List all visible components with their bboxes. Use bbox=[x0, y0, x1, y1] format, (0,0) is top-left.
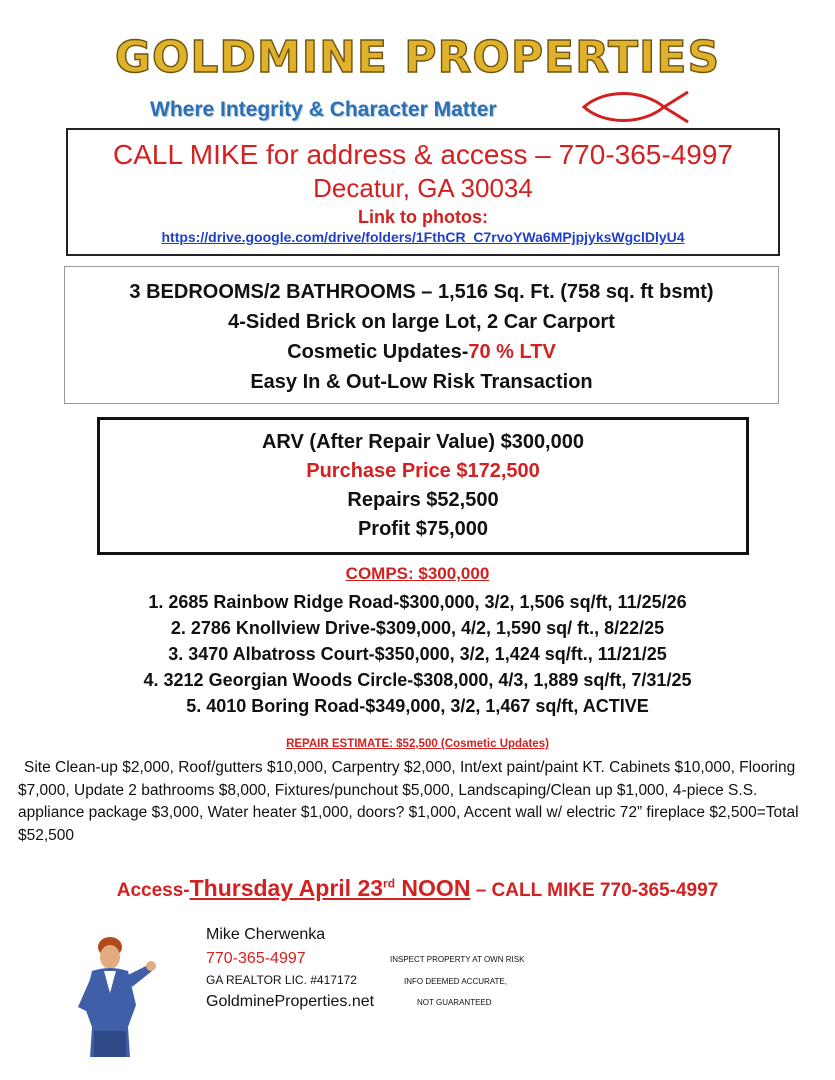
call-line: CALL MIKE for address & access – 770-365-4997 bbox=[113, 139, 733, 170]
contact-box bbox=[66, 128, 780, 256]
features-line-ltv bbox=[65, 337, 778, 367]
comp-item: 2. 2786 Knollview Drive-$309,000, 4/2, 1,590 sq/ ft., 8/22/25 bbox=[170, 618, 665, 638]
agent-website[interactable]: GoldmineProperties.net bbox=[206, 993, 375, 1010]
photos-label: Link to photos: bbox=[358, 207, 488, 227]
disclaimer-risk: INSPECT PROPERTY AT OWN RISK bbox=[390, 955, 525, 964]
ltv-prefix: Cosmetic Updates- bbox=[287, 341, 469, 363]
comps-title: COMPS: $300,000 bbox=[345, 564, 490, 583]
access-day-suffix: rd bbox=[383, 876, 396, 891]
disclaimer-guarantee: NOT GUARANTEED bbox=[417, 998, 492, 1007]
repair-estimate-title: REPAIR ESTIMATE: $52,500 (Cosmetic Updates) bbox=[286, 738, 549, 750]
features-line-brick: 4-Sided Brick on large Lot, 2 Car Carport bbox=[228, 311, 615, 333]
comp-item: 1. 2685 Rainbow Ridge Road-$300,000, 3/2, 1,506 sq/ft, 11/25/26 bbox=[148, 592, 687, 612]
purchase-price-line: Purchase Price $172,500 bbox=[306, 460, 540, 482]
access-time: NOON bbox=[395, 875, 471, 901]
features-line-bedrooms: 3 BEDROOMS/2 BATHROOMS – 1,516 Sq. Ft. (758 sq. ft bsmt) bbox=[129, 281, 714, 303]
photos-link[interactable]: https://drive.google.com/drive/folders/1FthCR_C7rvoYWa6MPjpjyksWgclDlyU4 bbox=[161, 229, 685, 245]
agent-license: GA REALTOR LIC. #417172 bbox=[206, 973, 357, 987]
access-suffix: – CALL MIKE 770-365-4997 bbox=[470, 880, 719, 901]
comps-list bbox=[0, 589, 835, 719]
disclaimer-accuracy: INFO DEEMED ACCURATE, bbox=[404, 977, 507, 986]
deal-box bbox=[97, 417, 749, 555]
features-line-transaction: Easy In & Out-Low Risk Transaction bbox=[250, 371, 593, 393]
access-prefix: Access- bbox=[116, 880, 190, 901]
agent-photo bbox=[66, 935, 160, 1057]
access-day: Thursday April 23 bbox=[189, 875, 384, 901]
agent-phone: 770-365-4997 bbox=[206, 950, 306, 967]
fish-icon bbox=[580, 88, 692, 126]
city-line: Decatur, GA 30034 bbox=[313, 173, 533, 203]
repairs-line: Repairs $52,500 bbox=[347, 489, 499, 511]
brand-logo-text: GOLDMINE PROPERTIES bbox=[114, 32, 721, 83]
repair-estimate-body: Site Clean-up $2,000, Roof/gutters $10,000, Carpentry $2,000, Int/ext paint/paint KT. Cabinets $10,000, Flooring $7,000, Update 2 bathrooms $8,000, Fixtures/punchout $5,000, Landscaping/Clean up $1,000, 4-piece S.S. appliance package $3,000, Water heater $1,000, doors? $1,000, Accent wall w/ electric 72” fireplace $2,500=Total $52,500 bbox=[18, 759, 799, 844]
agent-name: Mike Cherwenka bbox=[206, 926, 326, 943]
comp-item: 5. 4010 Boring Road-$349,000, 3/2, 1,467 sq/ft, ACTIVE bbox=[186, 696, 649, 716]
profit-line: Profit $75,000 bbox=[357, 518, 489, 540]
access-date bbox=[190, 875, 471, 901]
access-line bbox=[0, 875, 835, 902]
arv-line: ARV (After Repair Value) $300,000 bbox=[261, 431, 584, 453]
features-box bbox=[64, 266, 779, 404]
comp-item: 4. 3212 Georgian Woods Circle-$308,000, 4/3, 1,889 sq/ft, 7/31/25 bbox=[143, 670, 692, 690]
comp-item: 3. 3470 Albatross Court-$350,000, 3/2, 1,424 sq/ft., 11/21/25 bbox=[168, 644, 667, 664]
tagline: Where Integrity & Character Matter bbox=[150, 98, 497, 121]
ltv-highlight: 70 % LTV bbox=[468, 341, 556, 363]
